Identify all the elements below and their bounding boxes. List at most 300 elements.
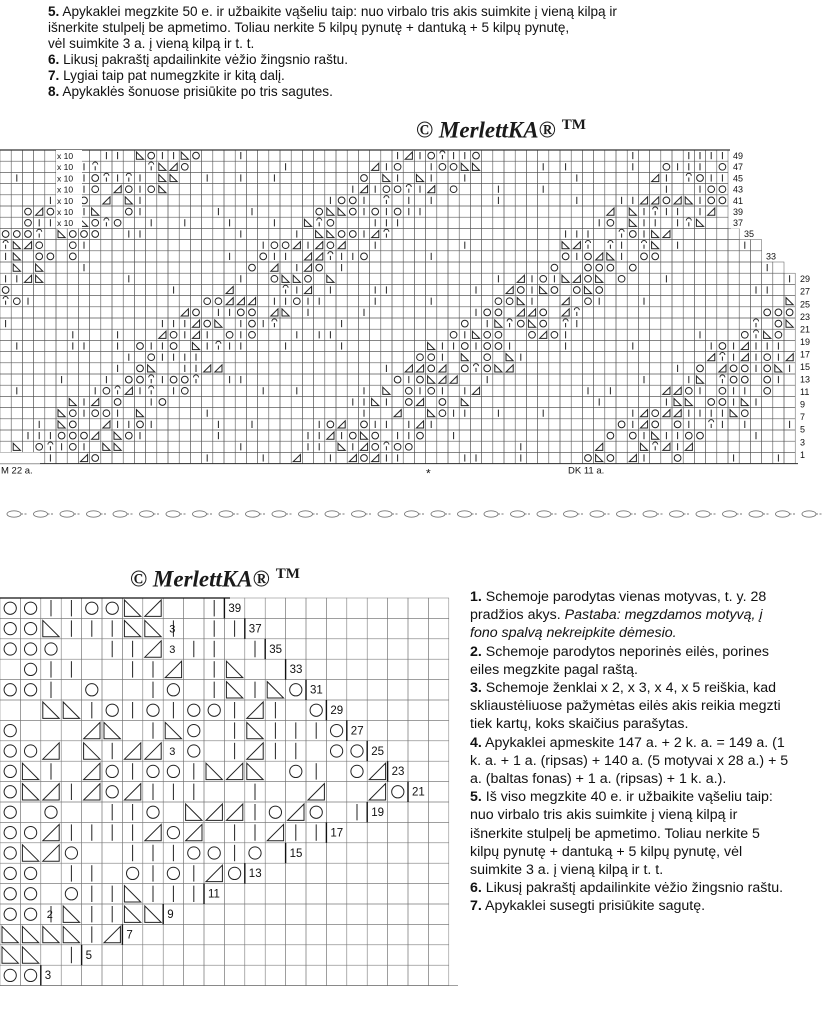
yarn-over-symbol <box>685 387 692 394</box>
chart-cell <box>661 296 672 307</box>
decrease-left-symbol <box>104 722 120 738</box>
chart-cell <box>370 150 381 161</box>
chart-cell <box>101 262 112 273</box>
chart-cell <box>123 150 134 161</box>
decrease-left-symbol <box>652 242 659 249</box>
chart-cell <box>213 273 224 284</box>
chart-cell <box>269 352 280 363</box>
chart-cell <box>265 761 285 781</box>
chart-cell <box>706 318 717 329</box>
top-step-6 <box>48 52 768 68</box>
yarn-over-symbol <box>405 387 412 394</box>
twisted-stitch-symbol <box>149 386 154 394</box>
chart-cell <box>112 284 123 295</box>
chart-cell <box>448 217 459 228</box>
chart-cell <box>168 296 179 307</box>
chart-cell <box>184 659 204 679</box>
chart-cell <box>101 273 112 284</box>
chart-cell <box>45 150 56 161</box>
decrease-right-symbol <box>517 275 524 282</box>
chart-cell <box>67 430 78 441</box>
chart-cell <box>146 329 157 340</box>
chart-cell <box>515 161 526 172</box>
top-step-7 <box>48 68 768 84</box>
decrease-right-symbol <box>573 242 580 249</box>
chart-cell <box>280 352 291 363</box>
chart-cell <box>336 363 347 374</box>
yarn-over-symbol <box>484 354 491 361</box>
chart-cell <box>246 452 257 463</box>
chart-cell <box>22 206 33 217</box>
step-number: 6. <box>470 880 482 897</box>
chart-cell <box>482 184 493 195</box>
chart-cell <box>45 262 56 273</box>
twisted-stitch-symbol <box>384 196 389 204</box>
chart-cell <box>265 863 285 883</box>
decrease-left-symbol <box>596 454 603 461</box>
decrease-right-symbol <box>405 365 412 372</box>
chart-cell <box>661 452 672 463</box>
chart-cell <box>627 240 638 251</box>
chart-cell <box>367 863 387 883</box>
chart-cell <box>571 374 582 385</box>
chart-cell <box>112 195 123 206</box>
decrease-left-symbol <box>674 398 681 405</box>
chart-cell <box>291 374 302 385</box>
decrease-left-symbol <box>170 174 177 181</box>
chart-cell <box>428 782 448 802</box>
chart-cell <box>302 419 313 430</box>
decrease-left-symbol <box>428 342 435 349</box>
chart-cell <box>437 329 448 340</box>
chart-cell <box>61 741 81 761</box>
chart-cell <box>571 206 582 217</box>
yarn-over-symbol <box>450 331 457 338</box>
decrease-right-symbol <box>271 309 278 316</box>
chart-cell <box>336 150 347 161</box>
chart-cell <box>123 340 134 351</box>
chart-cell <box>326 680 346 700</box>
chart-cell <box>448 195 459 206</box>
yarn-over-symbol <box>24 745 36 757</box>
chart-cell <box>258 296 269 307</box>
chart-cell <box>594 329 605 340</box>
chart-cell <box>246 251 257 262</box>
chart-cell <box>258 161 269 172</box>
decrease-right-symbol <box>428 186 435 193</box>
step-note: Pastaba: megzdamos motyvą, į fono spalvą nekreipkite dėmesio. <box>470 607 763 642</box>
yarn-over-symbol <box>786 309 793 316</box>
chart-cell <box>470 408 481 419</box>
chart-cell <box>538 385 549 396</box>
chart-cell <box>717 452 728 463</box>
chart-cell <box>45 184 56 195</box>
chart-cell <box>414 273 425 284</box>
chart-cell <box>582 150 593 161</box>
chart-cell <box>582 307 593 318</box>
yarn-over-symbol <box>618 421 625 428</box>
chart-cell <box>392 262 403 273</box>
chart-cell <box>408 822 428 842</box>
chart-cell <box>102 965 122 985</box>
chart-cell <box>549 296 560 307</box>
yarn-over-symbol <box>361 175 368 182</box>
decrease-left-symbol <box>416 174 423 181</box>
chart-cell <box>280 385 291 396</box>
decrease-right-symbol <box>741 342 748 349</box>
chart-cell <box>56 318 67 329</box>
chart-cell <box>325 363 336 374</box>
chart-cell <box>504 430 515 441</box>
chart-cell <box>78 385 89 396</box>
chart-cell <box>325 441 336 452</box>
chart-cell <box>22 251 33 262</box>
chart-cell <box>571 430 582 441</box>
chart-cell <box>306 618 326 638</box>
yarn-over-symbol <box>719 399 726 406</box>
chart-cell <box>157 262 168 273</box>
chart-cell <box>694 307 705 318</box>
decrease-right-symbol <box>247 702 263 718</box>
chart-cell <box>326 782 346 802</box>
chart-cell <box>493 396 504 407</box>
decrease-right-symbol <box>248 298 255 305</box>
chart-cell <box>347 924 367 944</box>
chart-cell <box>672 251 683 262</box>
chart-cell <box>34 385 45 396</box>
chart-cell <box>762 374 773 385</box>
yarn-over-symbol <box>585 455 592 462</box>
decrease-left-symbol <box>472 331 479 338</box>
yarn-over-symbol <box>226 331 233 338</box>
chart-cell <box>571 150 582 161</box>
chart-cell <box>526 161 537 172</box>
yarn-over-symbol <box>708 399 715 406</box>
chart-cell <box>0 904 20 924</box>
chart-cell <box>616 385 627 396</box>
chart-cell <box>538 363 549 374</box>
row-number-label: 19 <box>371 807 384 819</box>
decrease-left-symbol <box>124 906 140 922</box>
chart-cell <box>403 318 414 329</box>
chart-cell <box>784 284 795 295</box>
decrease-left-symbol <box>562 242 569 249</box>
chart-cell <box>616 374 627 385</box>
chart-cell <box>408 618 428 638</box>
chart-cell <box>594 318 605 329</box>
chart-cell <box>582 262 593 273</box>
chart-cell <box>627 385 638 396</box>
chart-cell <box>213 408 224 419</box>
chart-cell <box>306 924 326 944</box>
chart-cell <box>336 329 347 340</box>
chart-cell <box>280 363 291 374</box>
yarn-over-symbol <box>69 410 76 417</box>
decrease-right-symbol <box>685 443 692 450</box>
chart-cell <box>493 340 504 351</box>
step-text: Schemoje ženklai x 2, x 3, x 4, x 5 reiškia, kad skliaustėliuose pažymėtas eilės akis reikia megzti tiek kartų, koks skaičius parašytas. <box>470 680 781 733</box>
chart-cell <box>414 318 425 329</box>
chart-cell <box>560 262 571 273</box>
chart-cell <box>392 307 403 318</box>
chart-cell <box>470 184 481 195</box>
chart-cell <box>314 352 325 363</box>
decrease-right-symbol <box>192 331 199 338</box>
chart-cell <box>739 441 750 452</box>
chart-cell <box>650 352 661 363</box>
chart-cell <box>549 318 560 329</box>
chart-cell <box>549 184 560 195</box>
chart-cell <box>428 802 448 822</box>
decrease-left-symbol <box>114 443 121 450</box>
chart-cell <box>336 452 347 463</box>
chart-cell <box>45 419 56 430</box>
chart-cell <box>82 639 102 659</box>
yarn-over-symbol <box>228 867 240 879</box>
chart-cell <box>408 965 428 985</box>
chart-cell <box>408 700 428 720</box>
yarn-over-symbol <box>349 197 356 204</box>
chart-cell <box>22 228 33 239</box>
chart-cell <box>638 363 649 374</box>
chart-cell <box>336 284 347 295</box>
chart-cell <box>515 419 526 430</box>
chart-cell <box>291 441 302 452</box>
chart-cell <box>179 184 190 195</box>
chart-cell <box>650 408 661 419</box>
yarn-over-symbol <box>69 432 76 439</box>
chart-cell <box>163 802 183 822</box>
decrease-left-symbol <box>786 320 793 327</box>
chart-cell <box>213 195 224 206</box>
chart-cell <box>470 206 481 217</box>
chart-cell <box>157 195 168 206</box>
chart-cell <box>358 251 369 262</box>
chart-cell <box>102 782 122 802</box>
chart-cell <box>347 761 367 781</box>
chart-cell <box>638 318 649 329</box>
chart-cell <box>184 924 204 944</box>
chart-cell <box>45 240 56 251</box>
chart-cell <box>22 262 33 273</box>
chart-cell <box>336 161 347 172</box>
chart-cell <box>459 419 470 430</box>
decrease-left-symbol <box>58 410 65 417</box>
yarn-over-symbol <box>125 376 132 383</box>
chart-cell <box>202 419 213 430</box>
decrease-right-symbol <box>104 926 120 942</box>
chart-cell <box>280 228 291 239</box>
chart-cell <box>347 240 358 251</box>
chart-cell <box>286 761 306 781</box>
chart-cell <box>627 284 638 295</box>
chart-cell <box>235 307 246 318</box>
chart-cell <box>90 352 101 363</box>
chart-cell <box>326 843 346 863</box>
chart-cell <box>638 284 649 295</box>
chart-cell <box>750 385 761 396</box>
chart-cell <box>122 965 142 985</box>
chart-cell <box>392 296 403 307</box>
yarn-over-symbol <box>137 365 144 372</box>
chart-cell <box>683 452 694 463</box>
decrease-left-symbol <box>22 784 38 800</box>
chart-cell <box>112 206 123 217</box>
chart-cell <box>245 843 265 863</box>
chart-cell <box>123 441 134 452</box>
chart-cell <box>0 228 11 239</box>
chart-cell <box>549 307 560 318</box>
chart-cell <box>90 251 101 262</box>
chart-cell <box>179 206 190 217</box>
chart-cell <box>728 419 739 430</box>
decrease-right-symbol <box>84 763 100 779</box>
chart-cell <box>392 195 403 206</box>
chart-cell <box>314 161 325 172</box>
chart-cell <box>291 408 302 419</box>
chart-cell <box>20 680 40 700</box>
chart-cell <box>571 284 582 295</box>
chart-cell <box>381 374 392 385</box>
decrease-right-symbol <box>145 824 161 840</box>
chart-cell <box>683 307 694 318</box>
chart-cell <box>428 761 448 781</box>
chain-loop <box>60 511 74 517</box>
chart-cell <box>661 352 672 363</box>
chart-cell <box>213 161 224 172</box>
chart-cell <box>325 307 336 318</box>
chart-cell <box>605 184 616 195</box>
decrease-left-symbol <box>327 275 334 282</box>
yarn-over-symbol <box>114 219 121 226</box>
right-step-5 <box>470 788 790 879</box>
yarn-over-symbol <box>652 421 659 428</box>
chart-cell <box>392 240 403 251</box>
chart-cell <box>428 965 448 985</box>
chart-cell <box>773 262 784 273</box>
decrease-left-symbol <box>562 275 569 282</box>
chart-cell <box>448 419 459 430</box>
chart-cell <box>224 318 235 329</box>
chart-cell <box>179 172 190 183</box>
chart-cell <box>650 296 661 307</box>
chart-cell <box>336 307 347 318</box>
chart-cell <box>157 284 168 295</box>
chart-cell <box>762 419 773 430</box>
chart-cell <box>146 240 157 251</box>
twisted-stitch-symbol <box>328 252 333 260</box>
chart-cell <box>672 262 683 273</box>
chart-cell <box>34 184 45 195</box>
chart-cell <box>325 318 336 329</box>
chart-cell <box>61 843 81 863</box>
chart-cell <box>392 206 403 217</box>
chart-cell <box>101 161 112 172</box>
chart-cell <box>392 419 403 430</box>
chart-cell <box>245 924 265 944</box>
chart-cell <box>213 452 224 463</box>
decrease-left-symbol <box>13 264 20 271</box>
chart-cell <box>146 184 157 195</box>
chart-cell <box>762 452 773 463</box>
chart-cell <box>347 352 358 363</box>
twisted-stitch-symbol <box>194 375 199 383</box>
chart-cell <box>326 802 346 822</box>
yarn-over-symbol <box>439 163 446 170</box>
chart-cell <box>224 965 244 985</box>
chart-cell <box>493 284 504 295</box>
chart-cell <box>326 761 346 781</box>
chart-cell <box>213 284 224 295</box>
chart-cell <box>184 598 204 618</box>
chart-cell <box>739 273 750 284</box>
chart-cell <box>190 217 201 228</box>
chart-cell <box>269 408 280 419</box>
yarn-over-symbol <box>428 387 435 394</box>
repeat-mark: x 10 <box>57 173 74 184</box>
chart-cell <box>381 273 392 284</box>
decrease-right-symbol <box>304 253 311 260</box>
chart-cell <box>560 184 571 195</box>
chart-cell <box>717 340 728 351</box>
chart-cell <box>235 452 246 463</box>
chart-cell <box>101 396 112 407</box>
chart-cell <box>347 206 358 217</box>
chart-cell <box>683 296 694 307</box>
chart-cell <box>347 363 358 374</box>
chart-cell <box>22 329 33 340</box>
chart-cell <box>179 296 190 307</box>
yarn-over-symbol <box>188 724 200 736</box>
chart-cell <box>672 318 683 329</box>
chart-cell <box>157 396 168 407</box>
decrease-right-symbol <box>125 387 132 394</box>
chart-cell <box>90 217 101 228</box>
yarn-over-symbol <box>428 354 435 361</box>
yarn-over-symbol <box>506 298 513 305</box>
chart-cell <box>265 843 285 863</box>
chart-cell <box>326 639 346 659</box>
chart-cell <box>306 741 326 761</box>
yarn-over-symbol <box>170 376 177 383</box>
chart-cell <box>616 172 627 183</box>
chart-cell <box>291 340 302 351</box>
row-number-label: 25 <box>371 745 384 758</box>
right-step-3 <box>470 679 790 734</box>
row-number-label: 45 <box>733 173 744 184</box>
chart-cell <box>134 161 145 172</box>
chart-cell <box>213 385 224 396</box>
center-mark: * <box>426 466 431 481</box>
chart-cell <box>367 945 387 965</box>
yarn-over-symbol <box>349 208 356 215</box>
chart-cell <box>168 240 179 251</box>
chart-cell <box>504 240 515 251</box>
chart-cell <box>582 296 593 307</box>
chart-cell <box>428 618 448 638</box>
chart-cell <box>190 206 201 217</box>
chart-cell <box>190 284 201 295</box>
yarn-over-symbol <box>540 275 547 282</box>
chart-cell <box>392 273 403 284</box>
knitting-chart-top <box>0 136 830 496</box>
chart-cell <box>45 374 56 385</box>
decrease-left-symbol <box>84 743 100 759</box>
chart-cell <box>538 296 549 307</box>
chart-cell <box>408 802 428 822</box>
chart-cell <box>571 217 582 228</box>
chart-cell <box>258 150 269 161</box>
